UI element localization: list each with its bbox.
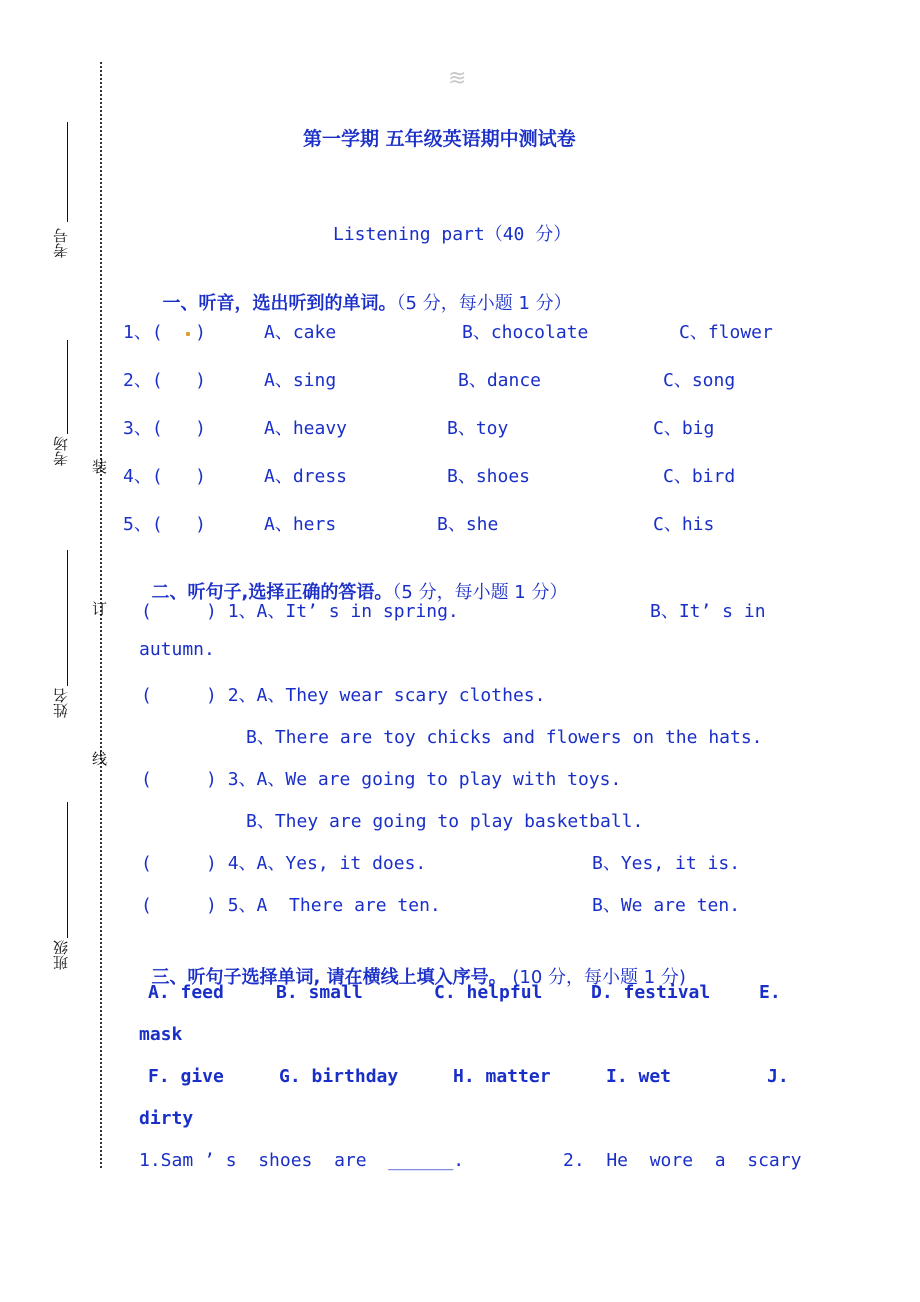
s1-q4-number: 4、( ) bbox=[123, 466, 207, 487]
s3-question-1: 1.Sam ’ s shoes are ______. bbox=[139, 1150, 465, 1171]
word-j-text: dirty bbox=[139, 1108, 194, 1129]
word-d: D. festival bbox=[591, 982, 711, 1003]
s1-q3-number: 3、( ) bbox=[123, 418, 207, 439]
s1-q2-number: 2、( ) bbox=[123, 370, 207, 391]
binding-mark-ding: 订 bbox=[92, 600, 108, 618]
section1-heading bbox=[150, 268, 572, 315]
word-b: B. small bbox=[276, 982, 363, 1003]
s2-q3-option-b: B、They are going to play basketball. bbox=[246, 811, 644, 832]
word-j: J. bbox=[767, 1066, 789, 1087]
s1-q1-number: 1、( ) bbox=[123, 322, 207, 343]
s1-q4-option-a: A、dress bbox=[264, 466, 348, 487]
page-title: 第一学期 五年级英语期中测试卷 bbox=[303, 128, 576, 150]
section2-title: 二、听句子,选择正确的答语。 bbox=[151, 582, 393, 603]
exam-number-label: 考号 bbox=[52, 228, 70, 258]
exam-number-line bbox=[67, 122, 68, 222]
exam-room-line bbox=[67, 340, 68, 434]
class-label: 班级 bbox=[52, 940, 70, 970]
s1-q3-option-a: A、heavy bbox=[264, 418, 348, 439]
section1-score: （5 分，每小题 1 分） bbox=[396, 293, 572, 314]
s2-q4-option-b: B、Yes, it is. bbox=[592, 853, 741, 874]
s2-q4-option-a: ( ) 4、A、Yes, it does. bbox=[141, 853, 427, 874]
binding-mark-zhuang: 装 bbox=[92, 458, 108, 476]
s2-q5-option-b: B、We are ten. bbox=[592, 895, 741, 916]
s1-q5-option-a: A、hers bbox=[264, 514, 337, 535]
binding-mark-xian: 线 bbox=[92, 750, 108, 768]
s1-q2-option-c: C、song bbox=[663, 370, 736, 391]
word-a: A. feed bbox=[148, 982, 224, 1003]
word-e-text: mask bbox=[139, 1024, 183, 1045]
word-g: G. birthday bbox=[279, 1066, 399, 1087]
s1-q1-option-a: A、cake bbox=[264, 322, 337, 343]
name-label: 姓名 bbox=[52, 688, 70, 718]
s2-q3-option-a: ( ) 3、A、We are going to play with toys. bbox=[141, 769, 622, 790]
s1-q4-option-c: C、bird bbox=[663, 466, 736, 487]
word-f: F. give bbox=[148, 1066, 224, 1087]
section2-score: （5 分，每小题 1 分） bbox=[392, 582, 568, 603]
s1-q4-option-b: B、shoes bbox=[447, 466, 531, 487]
s3-question-2: 2. He wore a scary bbox=[563, 1150, 802, 1171]
s2-q1-option-b-cont: autumn. bbox=[139, 639, 215, 660]
word-c: C. helpful bbox=[434, 982, 543, 1003]
s1-q1-option-c: C、flower bbox=[679, 322, 773, 343]
s2-q1-option-b: B、It’ s in bbox=[650, 601, 766, 622]
s1-q3-option-b: B、toy bbox=[447, 418, 509, 439]
section3-title: 三、听句子选择单词, 请在横线上填入序号。 bbox=[151, 967, 507, 988]
s1-q1-option-b: B、chocolate bbox=[462, 322, 589, 343]
s2-q5-option-a: ( ) 5、A There are ten. bbox=[141, 895, 441, 916]
s1-q2-option-b: B、dance bbox=[458, 370, 542, 391]
section1-title: 一、听音，选出听到的单词。 bbox=[162, 293, 397, 314]
name-line bbox=[67, 550, 68, 686]
s1-q5-option-b: B、she bbox=[437, 514, 499, 535]
s2-q1-option-a: ( ) 1、A、It’ s in spring. bbox=[141, 601, 459, 622]
faint-logo-icon: ≋ bbox=[448, 66, 467, 91]
listening-part-heading: Listening part（40 分） bbox=[333, 224, 572, 245]
exam-room-label: 考场 bbox=[52, 436, 70, 466]
s1-q2-option-a: A、sing bbox=[264, 370, 337, 391]
s1-q5-option-c: C、his bbox=[653, 514, 715, 535]
word-h: H. matter bbox=[453, 1066, 551, 1087]
s2-q2-option-b: B、There are toy chicks and flowers on the hats. bbox=[246, 727, 763, 748]
s1-q5-number: 5、( ) bbox=[123, 514, 207, 535]
word-e: E. bbox=[759, 982, 781, 1003]
class-line bbox=[67, 802, 68, 938]
s2-q2-option-a: ( ) 2、A、They wear scary clothes. bbox=[141, 685, 546, 706]
s1-q3-option-c: C、big bbox=[653, 418, 715, 439]
section3-score: (10 分，每小题 1 分) bbox=[506, 967, 686, 988]
word-i: I. wet bbox=[606, 1066, 672, 1087]
